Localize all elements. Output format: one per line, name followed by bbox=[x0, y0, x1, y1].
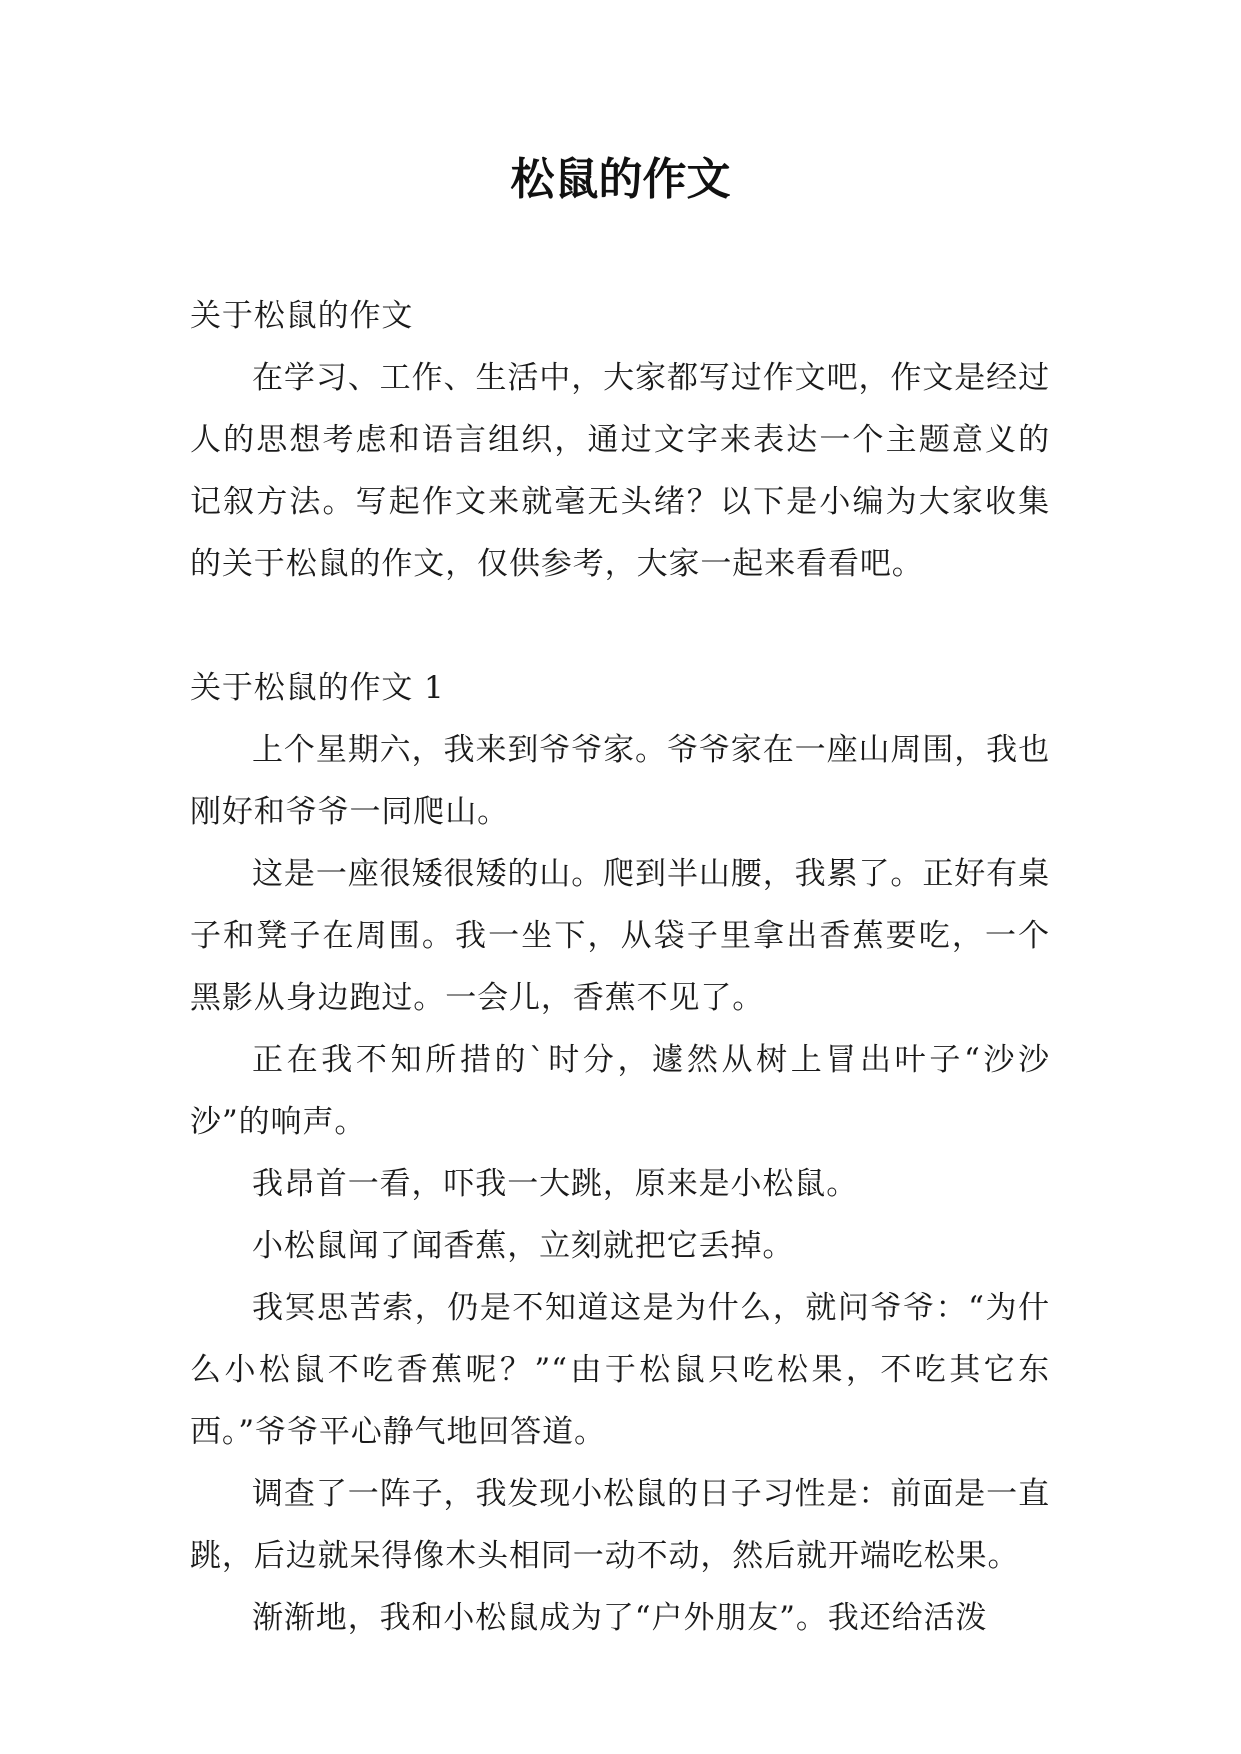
paragraph: 我昂首一看，吓我一大跳，原来是小松鼠。 bbox=[252, 1166, 859, 1202]
paragraph: 正在我不知所措的`时分，遽然从树上冒出叶子“沙沙沙”的响声。 bbox=[190, 1042, 1050, 1140]
paragraph: 渐渐地，我和小松鼠成为了“户外朋友”。我还给活泼 bbox=[252, 1600, 988, 1636]
intro-heading: 关于松鼠的作文 bbox=[190, 298, 414, 334]
paragraph: 小松鼠闻了闻香蕉，立刻就把它丢掉。 bbox=[252, 1228, 795, 1264]
paragraph: 上个星期六，我来到爷爷家。爷爷家在一座山周围，我也刚好和爷爷一同爬山。 bbox=[190, 732, 1050, 830]
paragraph: 调查了一阵子，我发现小松鼠的日子习性是：前面是一直跳，后边就呆得像木头相同一动不动，然后就开端吃松果。 bbox=[190, 1476, 1050, 1574]
section-spacer bbox=[190, 595, 1050, 657]
paragraph: 我冥思苦索，仍是不知道这是为什么，就问爷爷：“为什么小松鼠不吃香蕉呢？”“由于松鼠只吃松果，不吃其它东西。”爷爷平心静气地回答道。 bbox=[190, 1290, 1050, 1450]
paragraph: 这是一座很矮很矮的山。爬到半山腰，我累了。正好有桌子和凳子在周围。我一坐下，从袋子里拿出香蕉要吃，一个黑影从身边跑过。一会儿，香蕉不见了。 bbox=[190, 856, 1050, 1016]
document-body bbox=[190, 285, 1050, 1649]
section-heading: 关于松鼠的作文 1 bbox=[190, 670, 445, 706]
intro-paragraph: 在学习、工作、生活中，大家都写过作文吧，作文是经过人的思想考虑和语言组织，通过文字来表达一个主题意义的记叙方法。写起作文来就毫无头绪？以下是小编为大家收集的关于松鼠的作文，仅供参考，大家一起来看看吧。 bbox=[190, 360, 1050, 582]
document-title: 松鼠的作文 bbox=[510, 154, 731, 205]
